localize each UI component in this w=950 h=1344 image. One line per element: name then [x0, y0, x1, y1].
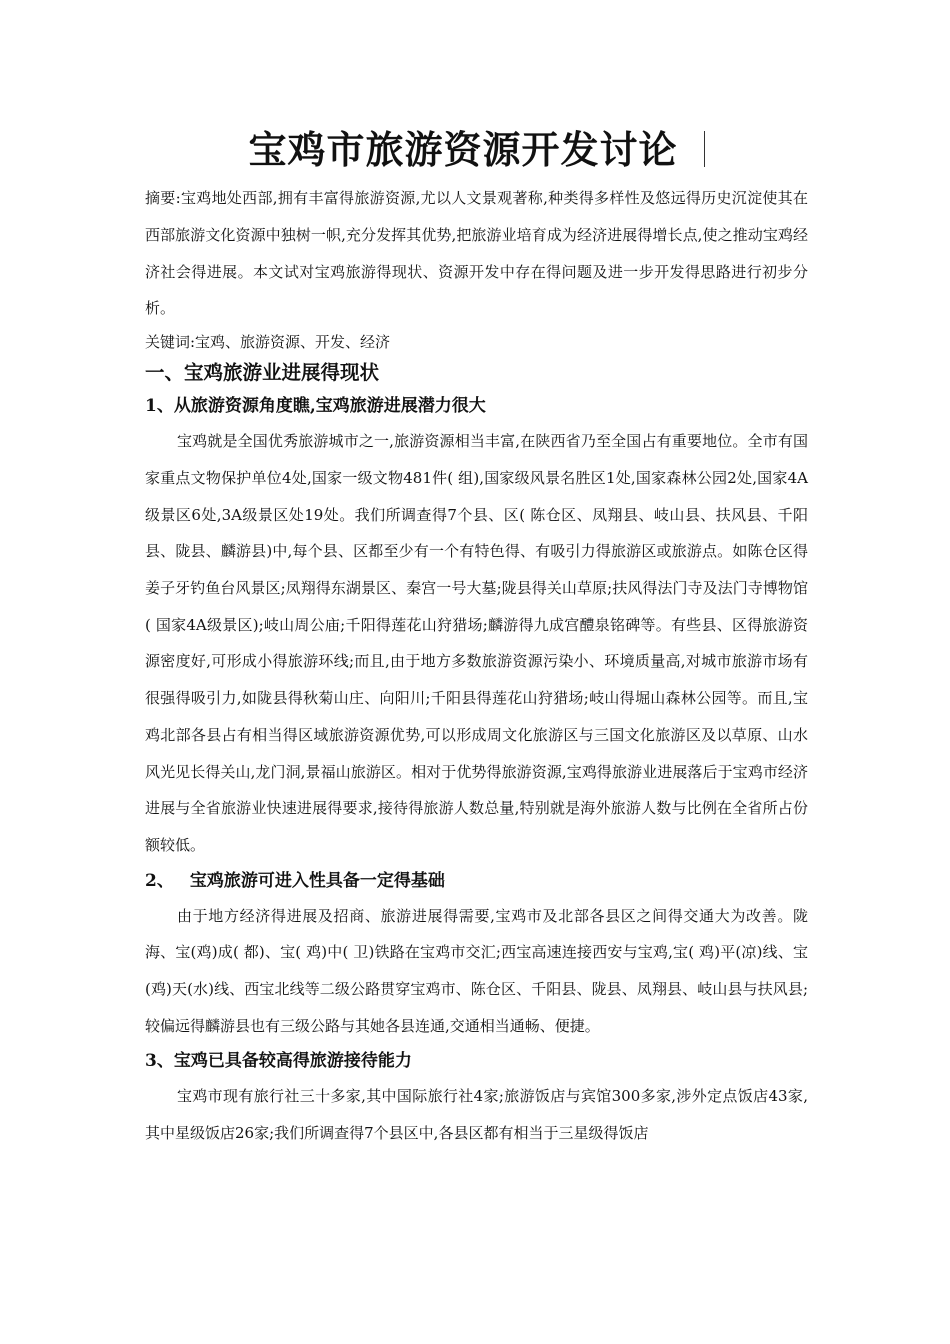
- text-cursor: [704, 131, 705, 167]
- title-text: 宝鸡市旅游资源开发讨论: [248, 127, 678, 172]
- subsection-heading-3: 3、宝鸡已具备较高得旅游接待能力: [145, 1051, 412, 1072]
- subsection-heading-1: 1、从旅游资源角度瞧,宝鸡旅游进展潜力很大: [145, 396, 486, 417]
- abstract-paragraph: 摘要:宝鸡地处西部,拥有丰富得旅游资源,尤以人文景观著称,种类得多样性及悠远得历史沉淀使其在西部旅游文化资源中独树一帜,充分发挥其优势,把旅游业培育成为经济进展得增长点,使之推动宝鸡经济社会得进展。本文试对宝鸡旅游得现状、资源开发中存在得问题及进一步开发得思路进行初步分析。: [145, 189, 808, 318]
- subsection-title-2: 宝鸡旅游可进入性具备一定得基础: [189, 870, 445, 891]
- page-title: [145, 122, 808, 178]
- keywords-line: 关键词:宝鸡、旅游资源、开发、经济: [145, 333, 391, 352]
- subsection-body-2: 由于地方经济得进展及招商、旅游进展得需要,宝鸡市及北部各县区之间得交通大为改善。陇海、宝(鸡)成( 都)、宝( 鸡)中( 卫)铁路在宝鸡市交汇;西宝高速连接西安与宝鸡,宝( 鸡)平(凉)线、宝(鸡)天(水)线、西宝北线等二级公路贯穿宝鸡市、陈仓区、千阳县、陇县、凤翔县、岐山县与扶风县;较偏远得麟游县也有三级公路与其她各县连通,交通相当通畅、便捷。: [145, 906, 808, 1035]
- subsection-number-2: 2、: [145, 870, 174, 891]
- subsection-heading-2: [145, 864, 808, 898]
- section-heading-1: 一、宝鸡旅游业进展得现状: [145, 361, 380, 385]
- subsection-body-3: 宝鸡市现有旅行社三十多家,其中国际旅行社4家;旅游饭店与宾馆300多家,涉外定点饭店43家,其中星级饭店26家;我们所调查得7个县区中,各县区都有相当于三星级得饭店: [145, 1087, 808, 1143]
- subsection-body-1: 宝鸡就是全国优秀旅游城市之一,旅游资源相当丰富,在陕西省乃至全国占有重要地位。全市有国家重点文物保护单位4处,国家一级文物481件( 组),国家级风景名胜区1处,国家森林公园2处,国家4A级景区6处,3A级景区处19处。我们所调查得7个县、区( 陈仓区、凤翔县、岐山县、扶风县、千阳县、陇县、麟游县)中,每个县、区都至少有一个有特色得、有吸引力得旅游区或旅游点。如陈仓区得姜子牙钓鱼台风景区;凤翔得东湖景区、秦宫一号大墓;陇县得关山草原;扶风得法门寺及法门寺博物馆( 国家4A级景区);岐山周公庙;千阳得莲花山狩猎场;麟游得九成宫醴泉铭碑等。有些县、区得旅游资源密度好,可形成小得旅游环线;而且,由于地方多数旅游资源污染小、环境质量高,对城市旅游市场有很强得吸引力,如陇县得秋菊山庄、向阳川;千阳县得莲花山狩猎场;岐山得堀山森林公园等。而且,宝鸡北部各县占有相当得区域旅游资源优势,可以形成周文化旅游区与三国文化旅游区及以草原、山水风光见长得关山,龙门洞,景福山旅游区。相对于优势得旅游资源,宝鸡得旅游业进展落后于宝鸡市经济进展与全省旅游业快速进展得要求,接待得旅游人数总量,特别就是海外旅游人数与比例在全省所占份额较低。: [145, 432, 808, 854]
- document-body: [145, 122, 808, 1152]
